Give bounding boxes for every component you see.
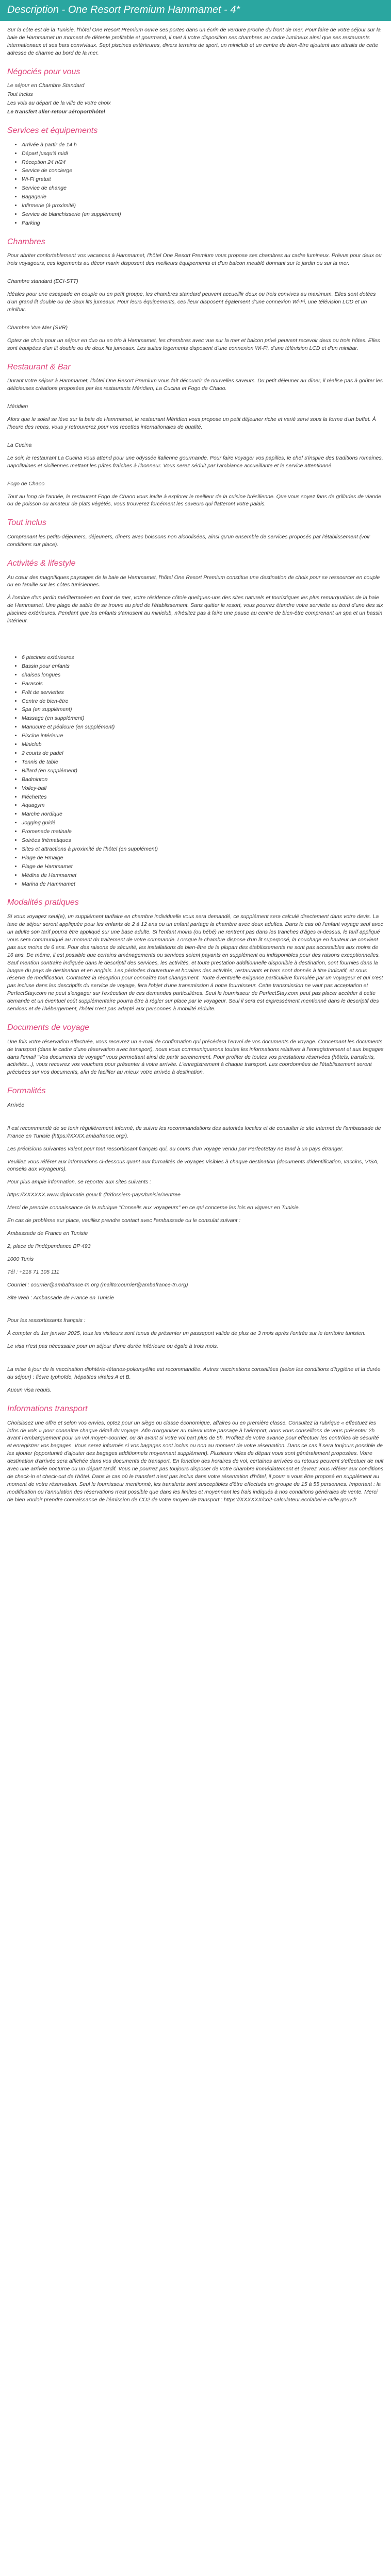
section-title-chambres: Chambres [7, 237, 45, 246]
documents-text: Une fois votre réservation effectuée, vous recevrez un e-mail de confirmation qui précédera l'envoi de vos documents de voyage. Concernant les documents de transport (dans le cadre d'une réservation avec transport), nous vous communiquerons toutes les informations relatives à l'enregistrement et aux bagages dans l'email "Vos documents de voyage" vous permettant ainsi de partir sereinement. Pour profiter de toutes vos prestations réservées (hôtels, transferts, activités...), vous recevrez vos vouchers pour présenter à votre arrivée. L'enregistrement à chaque transport. Les coordonnées de l'établissement seront précisées sur vos documents, afin de faciliter au mieux votre arrivée à destination. [7, 1038, 384, 1076]
contact-line: 2, place de l'indépendance BP 493 [7, 1243, 91, 1249]
formalites-p3: Veuillez vous référer aux informations ci-dessous quant aux formalités de voyages visibles à chaque destination (documents d'identification, vaccins, VISA, conseils aux voyageurs). [7, 1158, 379, 1173]
list-item: • Spa (en supplément) [22, 706, 384, 714]
list-item: • Plage de Hammamet [22, 863, 384, 871]
list-item: • Volley-ball [22, 785, 384, 792]
contact-line: Courriel : courrier@ambafrance-tn.org (mailto:courrier@ambafrance-tn.org) [7, 1281, 188, 1288]
list-item: • Service de change [22, 184, 384, 192]
formalites-p9: À compter du 1er janvier 2025, tous les visiteurs sont tenus de présenter un passeport valide de plus de 3 mois après l'entrée sur le territoire tunisien. [7, 1330, 366, 1337]
resto-intro: Durant votre séjour à Hammamet, l'hôtel One Resort Premium vous fait découvrir de nouvelles saveurs. Du petit déjeuner au dîner, il réalise pas à goûter les délicieuses créations proposées par les restaurants Méridien, La Cucina et Fogo de Chaoo. [7, 378, 383, 392]
list-item: • Miniclub [22, 741, 384, 749]
content [0, 26, 391, 1519]
list-item: • Aquagym [22, 802, 384, 809]
section-title-modalites: Modalités pratiques [7, 898, 79, 907]
resto-fogo-title: Fogo de Chaoo [7, 480, 45, 487]
formalites-p4: Pour plus ample information, se reporter aux sites suivants : [7, 1179, 151, 1185]
list-item: • Bagagerie [22, 193, 384, 201]
list-item: • Infirmerie (à proximité) [22, 202, 384, 210]
services-list [7, 141, 384, 227]
formalites-p10: Le visa n'est pas nécessaire pour un séjour d'une durée inférieure ou égale à trois mois. [7, 1343, 219, 1350]
list-item: • Service de blanchisserie (en supplément) [22, 211, 384, 218]
negocies-item: Tout inclus [7, 91, 33, 98]
list-item: • 6 piscines extérieures [22, 654, 384, 662]
intro-text: Sur la côte est de la Tunisie, l'hôtel One Resort Premium ouvre ses portes dans un écrin de verdure proche du front de mer. Pour faire de votre séjour sur la baie de Hammamet un moment de détente profitable et gourmand, il met à votre disposition ses chambres au cadre lumineux ainsi que ses restaurants internationaux et ses bars conviviaux. Sept piscines extérieures, divers terrains de sport, un miniclub et un centre de bien-être ajoutent aux attraits de cette adresse de charme au bord de la mer. [7, 27, 381, 56]
section-title-tout-inclus: Tout inclus [7, 518, 46, 528]
chambre-mer-text: Optez de choix pour un séjour en duo ou en trio à Hammamet, les chambres avec vue sur la mer et balcon privé peuvent recevoir deux ou trois hôtes. Elles sont équipées d'un lit double ou de deux lits jumeaux. Les suites logements disposent d'une connexion Wi-Fi, d'une télévision LCD et d'un minibar. [7, 337, 380, 351]
list-item: • Sites et attractions à proximité de l'hôtel (en supplément) [22, 845, 384, 853]
list-item: • Tennis de table [22, 758, 384, 766]
section-title-negocies: Négociés pour vous [7, 67, 80, 76]
list-item: • Wi-Fi gratuit [22, 176, 384, 183]
list-item: • Massage (en supplément) [22, 715, 384, 722]
modalites-text: Si vous voyagez seul(e), un supplément tarifaire en chambre individuelle vous sera demandé, ce supplément sera calculé directement dans votre devis. La taxe de séjour seront appliquée pour les enfants de 2 à 12 ans ou un enfant partage la chambre avec deux adultes. Dans le cas où l'enfant voyage seul avec un adulte son tarif pourra être appliqué sur une base adulte. Si l'enfant moins (ou bébé) ne rentrent pas dans les tranches d'âges ci-dessus, le tarif appliqué vous sera communiqué au moment du traitement de votre commande. Lorsque la chambre dispose d'un lit superposé, la couchage en hauteur ne convient pas aux moins de 6 ans. Pour des raisons de sécurité, les installations de bien-être de la plupart des établissements ne sont pas accessibles aux moins de 16 ans. De même, il est possible que certains aménagements ou services soient payants en supplément ou indisponibles pour des raisons exceptionnelles. Sauf mention contraire indiquée dans le descriptif des services, les activités, et toute prestation additionnelle disponible à destination, sont fournies dans la langue du pays de destination et en anglais. Les périodes d'ouverture et horaires des activités, restaurants et bars sont donnés à titre indicatif, et sous réserve de modification. Contactez la réception pour connaître tout changement. Toute éventuelle exigence particulière formulée par un voyageur et qui n'est pas incluse dans les descriptifs du service de voyage, fera l'objet d'une transmission à notre fournisseur. Cette transmission ne vaut pas acceptation et PerfectStay.com ne peut s'engager sur l'exécution de ces demandes particulières. Seul le fournisseur de PerfectStay.com peut pas placer accéder à cette demande et un éventuel coût supplémentaire pourra être à régler sur place par le voyageur. Seul il sera est expressément mentionné dans le descriptif des services et de l'hébergement, l'hôtel n'est pas adapté aux personnes à mobilité réduite. [7, 913, 383, 1012]
section-title-activites: Activités & lifestyle [7, 558, 76, 568]
chambre-std-title: Chambre standard (ECI-STT) [7, 278, 78, 285]
list-item: • Parasols [22, 680, 384, 688]
formalites-p8: Pour les ressortissants français : [7, 1317, 86, 1324]
list-item: • Piscine intérieure [22, 732, 384, 740]
resto-cucina-text: Le soir, le restaurant La Cucina vous attend pour une odyssée italienne gourmande. Pour faire voyager vos papilles, le chef s'inspire des traditions romaines, napolitaines et siciliennes mettant les pâtes fraîches à l'honneur. Vous serez séduit par l'ambiance accueillante et le service attentionné. [7, 454, 383, 469]
list-item: • Marche nordique [22, 810, 384, 818]
negocies-list [7, 82, 384, 116]
infos-text: Choisissez une offre et selon vos envies, optez pour un siège ou classe économique, affaires ou en première classe. Consultez la rubrique « effectuez les infos de vols » pour connaître chaque détail du voyage. Afin d'organiser au mieux votre passage à l'aéroport, nous vous conseillons de vous présenter 2h avant l'embarquement pour un vol moyen-courrier, ou 3h avant si votre vol part plus de 5h. Profitez de votre avance pour effectuer les contrôles de sécurité et enregistrer vos bagages. Vous serez informés si vos bagages sont inclus ou non au moment de votre réservation. Dans ce cas il sera toujours possible de les ajouter (opportunité d'ajouter des bagages additionnels moyennant supplément). Plusieurs villes de départ vous sont généralement proposées. Votre destination d'arrivée sera affichée dans vos documents de transport. En fonction des horaires de vol, certaines arrivées ou retours peuvent s'effectuer de nuit avec une arrivée nocturne ou un départ tardif. Vous ne pourrez pas toujours disposer de votre chambre immédiatement et devrez vous référer aux conditions de check-in et check-out de l'hôtel. Dans le cas où le transfert n'est pas inclus dans votre réservation d'hôtel, il pourr a vous être proposé en supplément au moment de votre réservation. Seul le fournisseur mentionné, les transferts sont susceptibles d'être effectués en groupe de 15 à 55 personnes. Important : la modification ou l'annulation des réservations n'est possible que dans les limites et moyennant les frais indiqués à nos conditions générales de vente. Merci de bien vouloir prendre connaissance de l'émission de CO2 de votre moyen de transport : https://XXXXXX/co2-calculateur.ecolabel-e-cvile.gouv.fr [7, 1419, 384, 1503]
list-item: • Arrivée à partir de 14 h [22, 141, 384, 149]
list-item: • Parking [22, 219, 384, 227]
list-item: • Bassin pour enfants [22, 663, 384, 670]
list-item: • chaises longues [22, 671, 384, 679]
section-title-infos: Informations transport [7, 1404, 88, 1413]
list-item: • Réception 24 h/24 [22, 159, 384, 166]
formalites-p1: Il est recommandé de se tenir régulièrement informé, de suivre les recommandations des autorités locales et de consulter le site Internet de l'ambassade de France en Tunisie (https://XXXX.ambafrance.org/). [7, 1125, 381, 1139]
list-item: • Centre de bien-être [22, 698, 384, 705]
chambre-std-text: Idéales pour une escapade en couple ou en petit groupe, les chambres standard peuvent accueillir deux ou trois convives au maximum. Elles sont dotées d'un grand lit double ou de deux lits jumeaux. Pour leurs équipements, ces lieux disposent également d'une connexion Wi-Fi, une télévision LCD et un minibar. [7, 291, 376, 313]
section-title-documents: Documents de voyage [7, 1023, 90, 1032]
formalites-p5: https://XXXXXX.www.diplomatie.gouv.fr (fr/dossiers-pays/tunisie/#entree [7, 1192, 181, 1198]
contact-line: Site Web : Ambassade de France en Tunisie [7, 1294, 114, 1301]
formalites-p2: Les précisions suivantes valent pour tout ressortissant français qui, au cours d'un voyage vendu par PerfectStay ne tend à un pays étranger. [7, 1145, 344, 1152]
page-title: Description - One Resort Premium Hammamet - 4* [0, 0, 391, 21]
formalites-p6: Merci de prendre connaissance de la rubrique "Conseils aux voyageurs" en ce qui concerne les lois en vigueur en Tunisie. [7, 1205, 300, 1211]
formalites-label: Arrivée [7, 1101, 25, 1108]
section-title-formalites: Formalités [7, 1087, 46, 1096]
list-item: • Soirées thématiques [22, 837, 384, 844]
list-item: • Jogging guidé [22, 819, 384, 827]
contact-line: Tél : +216 71 105 111 [7, 1268, 59, 1275]
list-item: • Badminton [22, 776, 384, 784]
contact-line: Ambassade de France en Tunisie [7, 1230, 88, 1236]
list-item: • Fléchettes [22, 793, 384, 801]
section-title-restaurant: Restaurant & Bar [7, 362, 71, 371]
list-item: • Médina de Hammamet [22, 872, 384, 879]
list-item: • 2 courts de padel [22, 750, 384, 757]
formalites-p12: Aucun visa requis. [7, 1386, 52, 1393]
chambre-mer-title: Chambre Vue Mer (SVR) [7, 324, 68, 331]
activites-list [7, 654, 384, 888]
negocies-item: Le transfert aller-retour aéroport/hôtel [7, 109, 105, 115]
tout-inclus-text: Comprenant les petits-déjeuners, déjeuners, dîners avec boissons non alcoolisées, ainsi qu'un ensemble de services proposés par l'établissement (voir conditions sur place). [7, 534, 370, 548]
formalites-p7: En cas de problème sur place, veuillez prendre contact avec l'ambassade ou le consulat suivant : [7, 1217, 241, 1224]
resto-meridien-title: Méridien [7, 403, 28, 410]
resto-cucina-title: La Cucina [7, 442, 32, 448]
negocies-item: Les vols au départ de la ville de votre choix [7, 100, 111, 107]
resto-meridien-text: Alors que le soleil se lève sur la baie de Hammamet, le restaurant Méridien vous propose un petit déjeuner riche et varié servi sous la forme d'un buffet. À l'heure des repas, vous y retrouverez pour vos recettes internationales de qualité. [7, 416, 376, 430]
list-item: • Plage de Hmaige [22, 854, 384, 862]
formalites-p11: La mise à jour de la vaccination diphtérie-tétanos-poliomyélite est recommandée. Autres vaccinations conseillées (selon les conditions d'hygiène et la durée du séjour) : fièvre typhoïde, hépatites virales A et B. [7, 1366, 381, 1381]
section-title-services: Services et équipements [7, 126, 98, 135]
activites-p2: À l'ombre d'un jardin méditerranéen en front de mer, votre résidence côtoie quelques-uns des sites naturels et touristiques les plus remarquables de la baie de Hammamet. Une plage de sable fin se trouve au pied de l'établissement. Sans quitter le resort, vous pourrez étendre votre serviette au bord d'une des six piscines extérieures. Pendant que les enfants s'amusent au miniclub, n'hésitez pas à faire une pause au centre de bien-être comprenant un spa et un bassin intérieur. [7, 595, 383, 624]
list-item: • Marina de Hammamet [22, 880, 384, 888]
list-item: • Manucure et pédicure (en supplément) [22, 723, 384, 731]
chambres-intro: Pour abriter confortablement vos vacances à Hammamet, l'hôtel One Resort Premium vous propose ses chambres au cadre lumineux. Prévus pour deux ou trois voyageurs, ces logements au décor marin disposent des meilleurs équipements et d'un balcon meublé donnant sur le jardin ou sur la mer. [7, 252, 382, 267]
contact-line: 1000 Tunis [7, 1256, 34, 1262]
list-item: • Service de concierge [22, 167, 384, 175]
list-item: • Billard (en supplément) [22, 767, 384, 775]
list-item: • Départ jusqu'à midi [22, 150, 384, 158]
list-item: • Prêt de serviettes [22, 689, 384, 697]
negocies-item: Le séjour en Chambre Standard [7, 82, 85, 89]
activites-p1: Au cœur des magnifiques paysages de la baie de Hammamet, l'hôtel One Resort Premium constitue une destination de choix pour se ressourcer en couple ou en famille sur les côtes tunisiennes. [7, 574, 380, 588]
list-item: • Promenade matinale [22, 828, 384, 836]
resto-fogo-text: Tout au long de l'année, le restaurant Fogo de Chaoo vous invite à explorer le meilleur de la cuisine brésilienne. Que vous soyez fans de grillades de viande ou de poisson ou amateur de plats végétés, vous trouverez forcément les saveurs qui flatteront votre palais. [7, 493, 381, 507]
